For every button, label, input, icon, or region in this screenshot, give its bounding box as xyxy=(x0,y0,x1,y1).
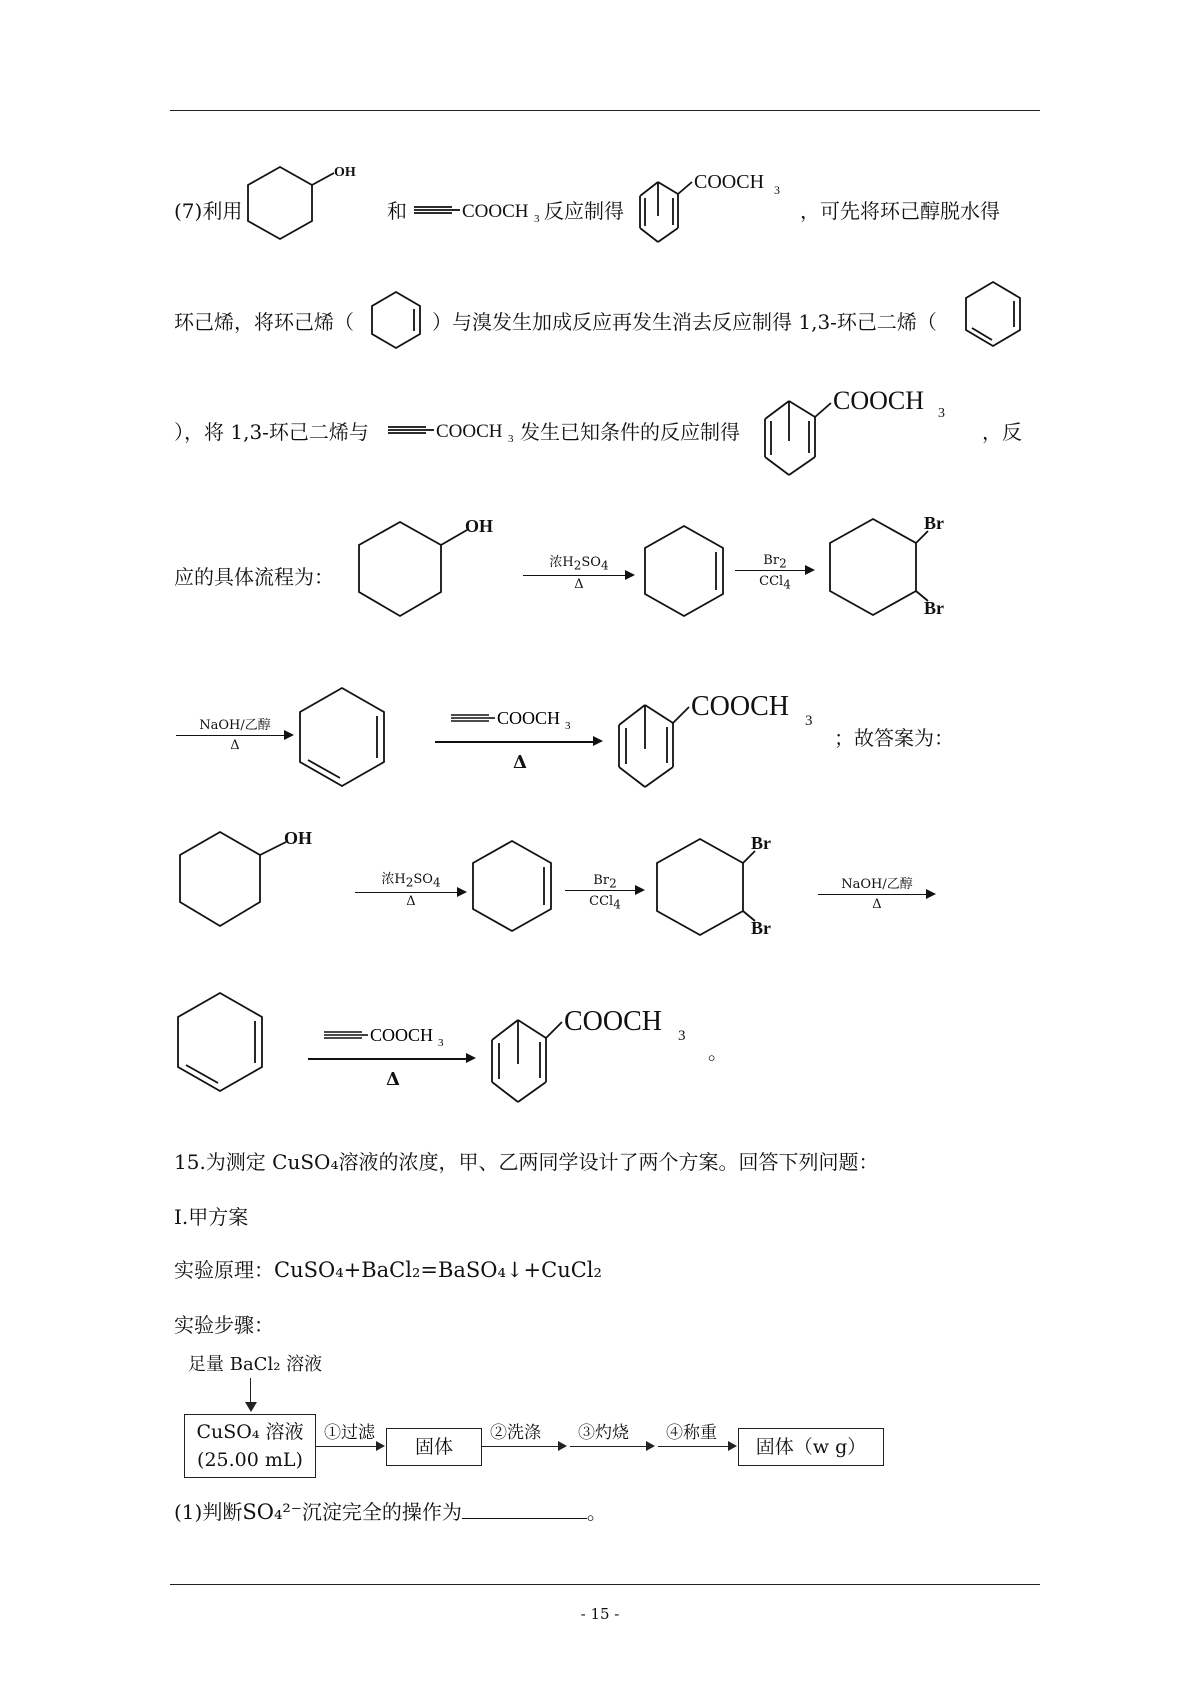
svg-text:Br: Br xyxy=(751,833,771,853)
svg-text:3: 3 xyxy=(508,433,514,445)
bicyclic-product-structure-small xyxy=(630,168,820,248)
q7-line1-prefix: (7)利用 xyxy=(174,199,243,223)
cyclohexene-structure-inline xyxy=(366,288,426,352)
diels-alder-arrow: COOCH 3 Δ xyxy=(435,705,605,785)
answer-diels-alder-arrow: COOCH 3 Δ xyxy=(308,1022,478,1102)
flow-step4-label: ④称重 xyxy=(666,1423,717,1443)
bicyclic-product-structure-medium xyxy=(755,385,985,485)
flow-step1-label: ①过滤 xyxy=(324,1423,375,1443)
q15-sub1 xyxy=(174,1500,607,1524)
flow-box-final-solid: 固体（w g） xyxy=(738,1428,884,1466)
svg-text:3: 3 xyxy=(774,183,780,197)
svg-text:COOCH: COOCH xyxy=(436,421,503,442)
q15-sub1-end: 。 xyxy=(586,1500,607,1524)
q15-steps-label: 实验步骤： xyxy=(174,1313,274,1337)
answer-dibromocyclohexane-structure xyxy=(645,825,795,950)
flow-arrow-3 xyxy=(570,1446,650,1447)
methyl-propiolate-structure-2 xyxy=(386,416,521,446)
dibromocyclohexane-structure xyxy=(818,505,968,630)
svg-text:OH: OH xyxy=(284,828,313,848)
svg-text:3: 3 xyxy=(565,720,571,731)
bicyclic-product-structure xyxy=(605,685,845,795)
answer-bromination-arrow: $Br_2$ CCl$_4$ xyxy=(565,873,645,913)
q15-part1-heading: I.甲方案 xyxy=(174,1205,249,1229)
flow-arrow-1 xyxy=(316,1446,380,1447)
answer-cyclohexene-structure xyxy=(465,835,560,940)
cyclohexadiene-structure-inline xyxy=(960,278,1026,352)
q7-line2-prefix: 环己烯，将环己烯（ xyxy=(174,310,354,334)
svg-text:Br: Br xyxy=(924,513,944,533)
q7-line7-suffix: 。 xyxy=(708,1040,728,1064)
q15-principle xyxy=(174,1258,602,1282)
svg-text:COOCH: COOCH xyxy=(833,386,925,415)
principle-label: 实验原理： xyxy=(174,1258,274,1282)
svg-text:3: 3 xyxy=(438,1037,444,1048)
flow-reagent-arrow-head xyxy=(245,1402,257,1412)
q7-line1-mid-text: 反应制得 xyxy=(544,199,624,223)
cyclohexanol-structure-small xyxy=(238,155,358,255)
bromination-arrow: $Br_2$ CCl$_4$ xyxy=(735,553,815,593)
svg-text:3: 3 xyxy=(938,406,945,421)
flow-arrow-4 xyxy=(658,1446,732,1447)
q7-line2-mid: ）与溴发生加成反应再发生消去反应制得 1,3-环己二烯（ xyxy=(432,310,937,334)
cyclohexadiene-structure xyxy=(290,680,395,795)
flow-reagent-arrow-line xyxy=(250,1378,251,1404)
page-number: - 15 - xyxy=(580,1605,620,1623)
q7-line1-and: 和 xyxy=(387,199,407,223)
cyclohexene-structure xyxy=(637,520,732,625)
footer-rule xyxy=(170,1584,1040,1585)
elimination-arrow: NaOH/乙醇 Δ xyxy=(176,718,294,758)
flow-step3-label: ③灼烧 xyxy=(578,1423,629,1443)
q7-line4-prefix: 应的具体流程为： xyxy=(174,565,334,589)
answer-bicyclic-product-structure xyxy=(478,1000,718,1110)
answer-elimination-arrow: NaOH/乙醇 Δ xyxy=(818,877,936,917)
q15-sub1-suffix: 沉淀完全的操作为 xyxy=(301,1500,462,1524)
svg-text:3: 3 xyxy=(534,213,540,225)
q7-line1-suffix: ，可先将环己醇脱水得 xyxy=(800,199,1000,223)
answer-blank[interactable] xyxy=(462,1500,587,1519)
q7-line5-suffix: ；故答案为： xyxy=(834,726,954,750)
svg-text:Br: Br xyxy=(751,918,771,938)
answer-cyclohexadiene-structure xyxy=(168,985,273,1100)
q7-line3-prefix: ），将 1,3-环己二烯与 xyxy=(174,420,369,444)
flow-step2-label: ②洗涤 xyxy=(490,1423,541,1443)
experiment-flow-diagram xyxy=(180,1350,930,1480)
svg-text:COOCH: COOCH xyxy=(370,1025,434,1045)
flow-arrow-2 xyxy=(482,1446,562,1447)
svg-text:3: 3 xyxy=(805,713,813,729)
header-rule xyxy=(170,110,1040,111)
q15-title: 15.为测定 CuSO₄溶液的浓度，甲、乙两同学设计了两个方案。回答下列问题： xyxy=(174,1150,879,1174)
methyl-propiolate-structure xyxy=(412,196,547,226)
answer-dehydration-arrow: 浓$H_2SO_4$ Δ xyxy=(355,872,467,912)
sulfate-ion: SO₄²⁻ xyxy=(242,1500,302,1524)
svg-text:COOCH: COOCH xyxy=(564,1006,663,1037)
flow-box-cuso4: CuSO₄ 溶液 (25.00 mL) xyxy=(184,1414,316,1478)
svg-text:OH: OH xyxy=(465,516,494,536)
answer-cyclohexanol-structure xyxy=(168,820,318,940)
q7-line3-suffix: ，反 xyxy=(982,420,1022,444)
principle-equation: CuSO₄+BaCl₂=BaSO₄↓+CuCl₂ xyxy=(274,1258,602,1282)
q7-line3-mid: 发生已知条件的反应制得 xyxy=(520,420,740,444)
svg-text:Br: Br xyxy=(924,598,944,618)
q15-sub1-prefix: (1)判断 xyxy=(174,1500,243,1524)
cooch3-label: COOCH xyxy=(462,201,529,222)
cyclohexanol-structure xyxy=(345,510,495,630)
flow-box-solid: 固体 xyxy=(386,1428,482,1466)
svg-text:COOCH: COOCH xyxy=(497,708,561,728)
svg-text:COOCH: COOCH xyxy=(691,691,790,722)
svg-text:3: 3 xyxy=(678,1028,686,1044)
dehydration-arrow: 浓$H_2SO_4$ Δ xyxy=(523,555,635,595)
oh-label: OH xyxy=(334,165,356,180)
svg-text:COOCH: COOCH xyxy=(694,171,765,193)
flow-reagent-label: 足量 BaCl₂ 溶液 xyxy=(188,1354,323,1375)
